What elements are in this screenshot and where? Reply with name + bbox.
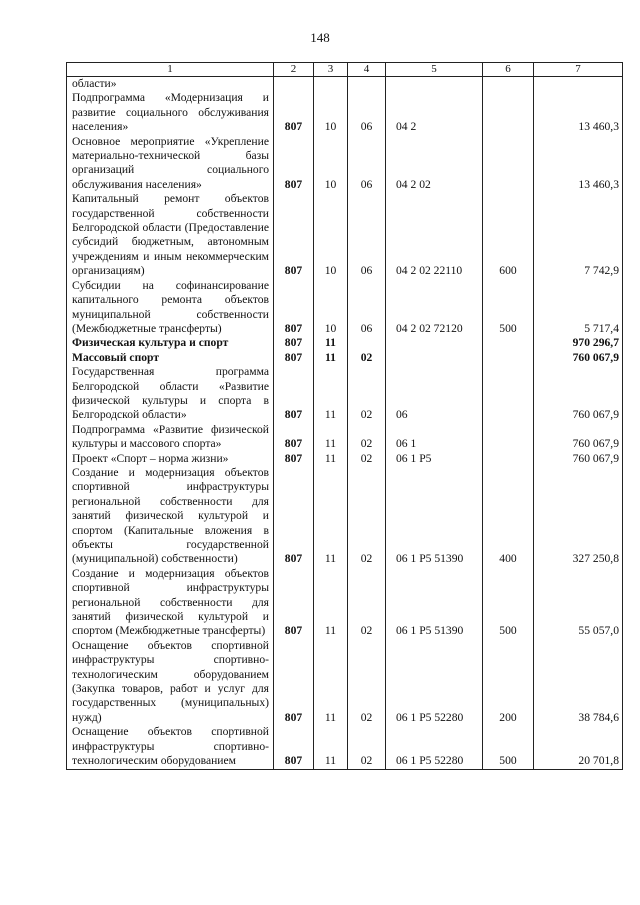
expense-type-cell [483,91,534,134]
ministry-code-cell: 807 [274,725,314,769]
item-name-cell: Физическая культура и спорт [67,336,274,350]
item-name-cell: Капитальный ремонт объектов государственной собственности Белгородской области (Предоставление субсидий бюджетным, автономным учреждениям и иным некоммерческим организациям) [67,192,274,278]
subsection-cell [348,77,386,92]
target-article-cell: 04 2 02 22110 [386,192,483,278]
expense-type-cell [483,365,534,423]
header-cell: 5 [386,63,483,77]
subsection-cell: 06 [348,135,386,193]
table-row [67,423,623,452]
section-cell: 11 [314,466,348,567]
item-name-cell: Оснащение объектов спортивной инфраструктуры спортивно-технологическим оборудованием (Закупка товаров, работ и услуг для государственных (муниципальных) нужд) [67,639,274,725]
header-cell: 3 [314,63,348,77]
target-article-cell: 06 1 [386,423,483,452]
header-cell: 7 [534,63,623,77]
amount-cell: 38 784,6 [534,639,623,725]
target-article-cell: 06 1 P5 52280 [386,725,483,769]
ministry-code-cell [274,77,314,92]
amount-cell: 7 742,9 [534,192,623,278]
item-name-cell: Создание и модернизация объектов спортивной инфраструктуры региональной собственности для занятий физической культурой и спортом (Межбюджетные трансферты) [67,567,274,639]
ministry-code-cell: 807 [274,135,314,193]
subsection-cell [348,336,386,350]
ministry-code-cell: 807 [274,91,314,134]
table-row [67,77,623,92]
amount-cell: 327 250,8 [534,466,623,567]
section-cell: 11 [314,365,348,423]
section-cell: 11 [314,639,348,725]
target-article-cell [386,336,483,350]
expense-type-cell: 500 [483,567,534,639]
section-cell: 11 [314,423,348,452]
ministry-code-cell: 807 [274,365,314,423]
expense-type-cell [483,135,534,193]
target-article-cell: 06 1 P5 51390 [386,466,483,567]
subsection-cell: 02 [348,725,386,769]
subsection-cell: 02 [348,452,386,466]
table-row [67,452,623,466]
subsection-cell: 06 [348,192,386,278]
expense-type-cell: 400 [483,466,534,567]
amount-cell: 13 460,3 [534,135,623,193]
table-row [67,351,623,365]
amount-cell: 20 701,8 [534,725,623,769]
expense-type-cell: 200 [483,639,534,725]
table-row [67,192,623,278]
target-article-cell: 06 1 P5 52280 [386,639,483,725]
ministry-code-cell: 807 [274,192,314,278]
subsection-cell: 06 [348,91,386,134]
item-name-cell: Проект «Спорт – норма жизни» [67,452,274,466]
amount-cell: 760 067,9 [534,452,623,466]
section-cell [314,77,348,92]
page-number: 148 [310,30,330,45]
header-cell: 1 [67,63,274,77]
subsection-cell: 02 [348,423,386,452]
expense-type-cell [483,423,534,452]
section-cell: 11 [314,351,348,365]
subsection-cell: 06 [348,279,386,337]
header-cell: 2 [274,63,314,77]
amount-cell: 970 296,7 [534,336,623,350]
amount-cell: 13 460,3 [534,91,623,134]
table-row [67,336,623,350]
amount-cell [534,77,623,92]
amount-cell: 760 067,9 [534,365,623,423]
target-article-cell [386,351,483,365]
subsection-cell: 02 [348,351,386,365]
item-name-cell: Массовый спорт [67,351,274,365]
table-row [67,91,623,134]
table-row [67,567,623,639]
expense-type-cell [483,77,534,92]
section-cell: 11 [314,567,348,639]
subsection-cell: 02 [348,466,386,567]
ministry-code-cell: 807 [274,423,314,452]
ministry-code-cell: 807 [274,466,314,567]
section-cell: 10 [314,91,348,134]
target-article-cell: 04 2 02 72120 [386,279,483,337]
expense-type-cell: 500 [483,279,534,337]
expense-type-cell: 600 [483,192,534,278]
table-row [67,466,623,567]
amount-cell: 5 717,4 [534,279,623,337]
target-article-cell [386,77,483,92]
item-name-cell: Подпрограмма «Развитие физической культуры и массового спорта» [67,423,274,452]
item-name-cell: Подпрограмма «Модернизация и развитие социального обслуживания населения» [67,91,274,134]
expense-type-cell [483,452,534,466]
amount-cell: 760 067,9 [534,423,623,452]
ministry-code-cell: 807 [274,639,314,725]
item-name-cell: Оснащение объектов спортивной инфраструктуры спортивно-технологическим оборудованием [67,725,274,769]
subsection-cell: 02 [348,567,386,639]
section-cell: 11 [314,336,348,350]
item-name-cell: области» [67,77,274,92]
ministry-code-cell: 807 [274,452,314,466]
expense-type-cell: 500 [483,725,534,769]
ministry-code-cell: 807 [274,279,314,337]
table-body [67,77,623,770]
table-row [67,725,623,769]
subsection-cell: 02 [348,365,386,423]
section-cell: 10 [314,192,348,278]
amount-cell: 760 067,9 [534,351,623,365]
section-cell: 11 [314,452,348,466]
target-article-cell: 04 2 02 [386,135,483,193]
target-article-cell: 06 [386,365,483,423]
section-cell: 10 [314,279,348,337]
target-article-cell: 06 1 P5 51390 [386,567,483,639]
item-name-cell: Субсидии на софинансирование капитального ремонта объектов муниципальной собственности (Межбюджетные трансферты) [67,279,274,337]
ministry-code-cell: 807 [274,336,314,350]
section-cell: 11 [314,725,348,769]
item-name-cell: Государственная программа Белгородской области «Развитие физической культуры и спорта в Белгородской области» [67,365,274,423]
target-article-cell: 04 2 [386,91,483,134]
budget-table [66,62,623,770]
table-row [67,639,623,725]
amount-cell: 55 057,0 [534,567,623,639]
section-cell: 10 [314,135,348,193]
header-cell: 4 [348,63,386,77]
header-row [67,63,623,77]
expense-type-cell [483,336,534,350]
header-cell: 6 [483,63,534,77]
target-article-cell: 06 1 P5 [386,452,483,466]
subsection-cell: 02 [348,639,386,725]
table-row [67,135,623,193]
table-row [67,279,623,337]
ministry-code-cell: 807 [274,351,314,365]
table-row [67,365,623,423]
expense-type-cell [483,351,534,365]
item-name-cell: Создание и модернизация объектов спортивной инфраструктуры региональной собственности для занятий физической культурой и спортом (Капитальные вложения в объекты государственной (муниципальной) собственности) [67,466,274,567]
item-name-cell: Основное мероприятие «Укрепление материально-технической базы организаций социального обслуживания населения» [67,135,274,193]
ministry-code-cell: 807 [274,567,314,639]
